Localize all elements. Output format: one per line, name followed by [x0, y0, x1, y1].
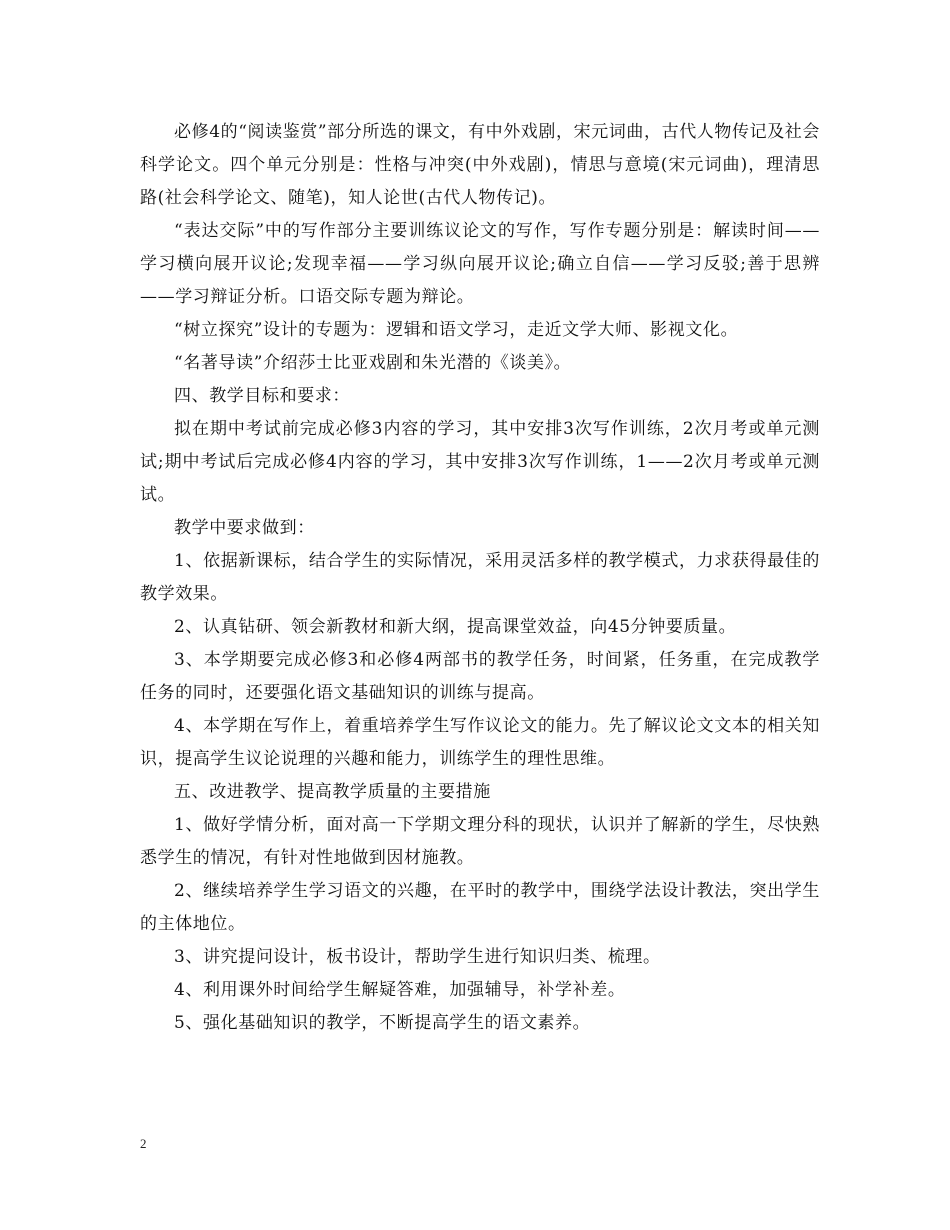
list-item-requirement-3: 3、本学期要完成必修3和必修4两部书的教学任务，时间紧，任务重，在完成教学任务的同时，还要强化语文基础知识的训练与提高。	[140, 650, 820, 703]
section-heading-4: 四、教学目标和要求：	[174, 386, 350, 406]
list-item-requirement-2: 2、认真钻研、领会新教材和新大纲，提高课堂效益，向45分钟要质量。	[174, 617, 737, 637]
page-number: 2	[140, 1136, 147, 1151]
paragraph-2: “表达交际”中的写作部分主要训练议论文的写作，写作专题分别是：解读时间——学习横向展开议论;发现幸福——学习纵向展开议论;确立自信——学习反驳;善于思辨——学习辩证分析。口语交际专题为辩论。	[140, 221, 820, 307]
list-item-measure-5: 5、强化基础知识的教学，不断提高学生的语文素养。	[174, 1013, 591, 1033]
list-item-measure-2: 2、继续培养学生学习语文的兴趣，在平时的教学中，围绕学法设计教法，突出学生的主体地位。	[140, 881, 820, 934]
paragraph-4: “名著导读”介绍莎士比亚戏剧和朱光潜的《谈美》。	[174, 353, 572, 373]
document-body	[140, 116, 820, 1040]
list-item-measure-4: 4、利用课外时间给学生解疑答难，加强辅导，补学补差。	[174, 980, 626, 1000]
paragraph-3: “树立探究”设计的专题为：逻辑和语文学习，走近文学大师、影视文化。	[174, 320, 739, 340]
paragraph-6: 拟在期中考试前完成必修3内容的学习，其中安排3次写作训练，2次月考或单元测试;期中考试后完成必修4内容的学习，其中安排3次写作训练，1——2次月考或单元测试。	[140, 419, 820, 505]
paragraph-7: 教学中要求做到：	[174, 518, 315, 538]
list-item-requirement-1: 1、依据新课标，结合学生的实际情况，采用灵活多样的教学模式，力求获得最佳的教学效果。	[140, 551, 820, 604]
section-heading-5: 五、改进教学、提高教学质量的主要措施	[174, 782, 491, 802]
paragraph-1: 必修4的“阅读鉴赏”部分所选的课文，有中外戏剧，宋元词曲，古代人物传记及社会科学论文。四个单元分别是：性格与冲突(中外戏剧)，情思与意境(宋元词曲)，理清思路(社会科学论文、随笔)，知人论世(古代人物传记)。	[140, 122, 820, 208]
list-item-measure-1: 1、做好学情分析，面对高一下学期文理分科的现状，认识并了解新的学生，尽快熟悉学生的情况，有针对性地做到因材施教。	[140, 815, 820, 868]
list-item-requirement-4: 4、本学期在写作上，着重培养学生写作议论文的能力。先了解议论文文本的相关知识，提高学生议论说理的兴趣和能力，训练学生的理性思维。	[140, 716, 820, 769]
list-item-measure-3: 3、讲究提问设计，板书设计，帮助学生进行知识归类、梳理。	[174, 947, 661, 967]
